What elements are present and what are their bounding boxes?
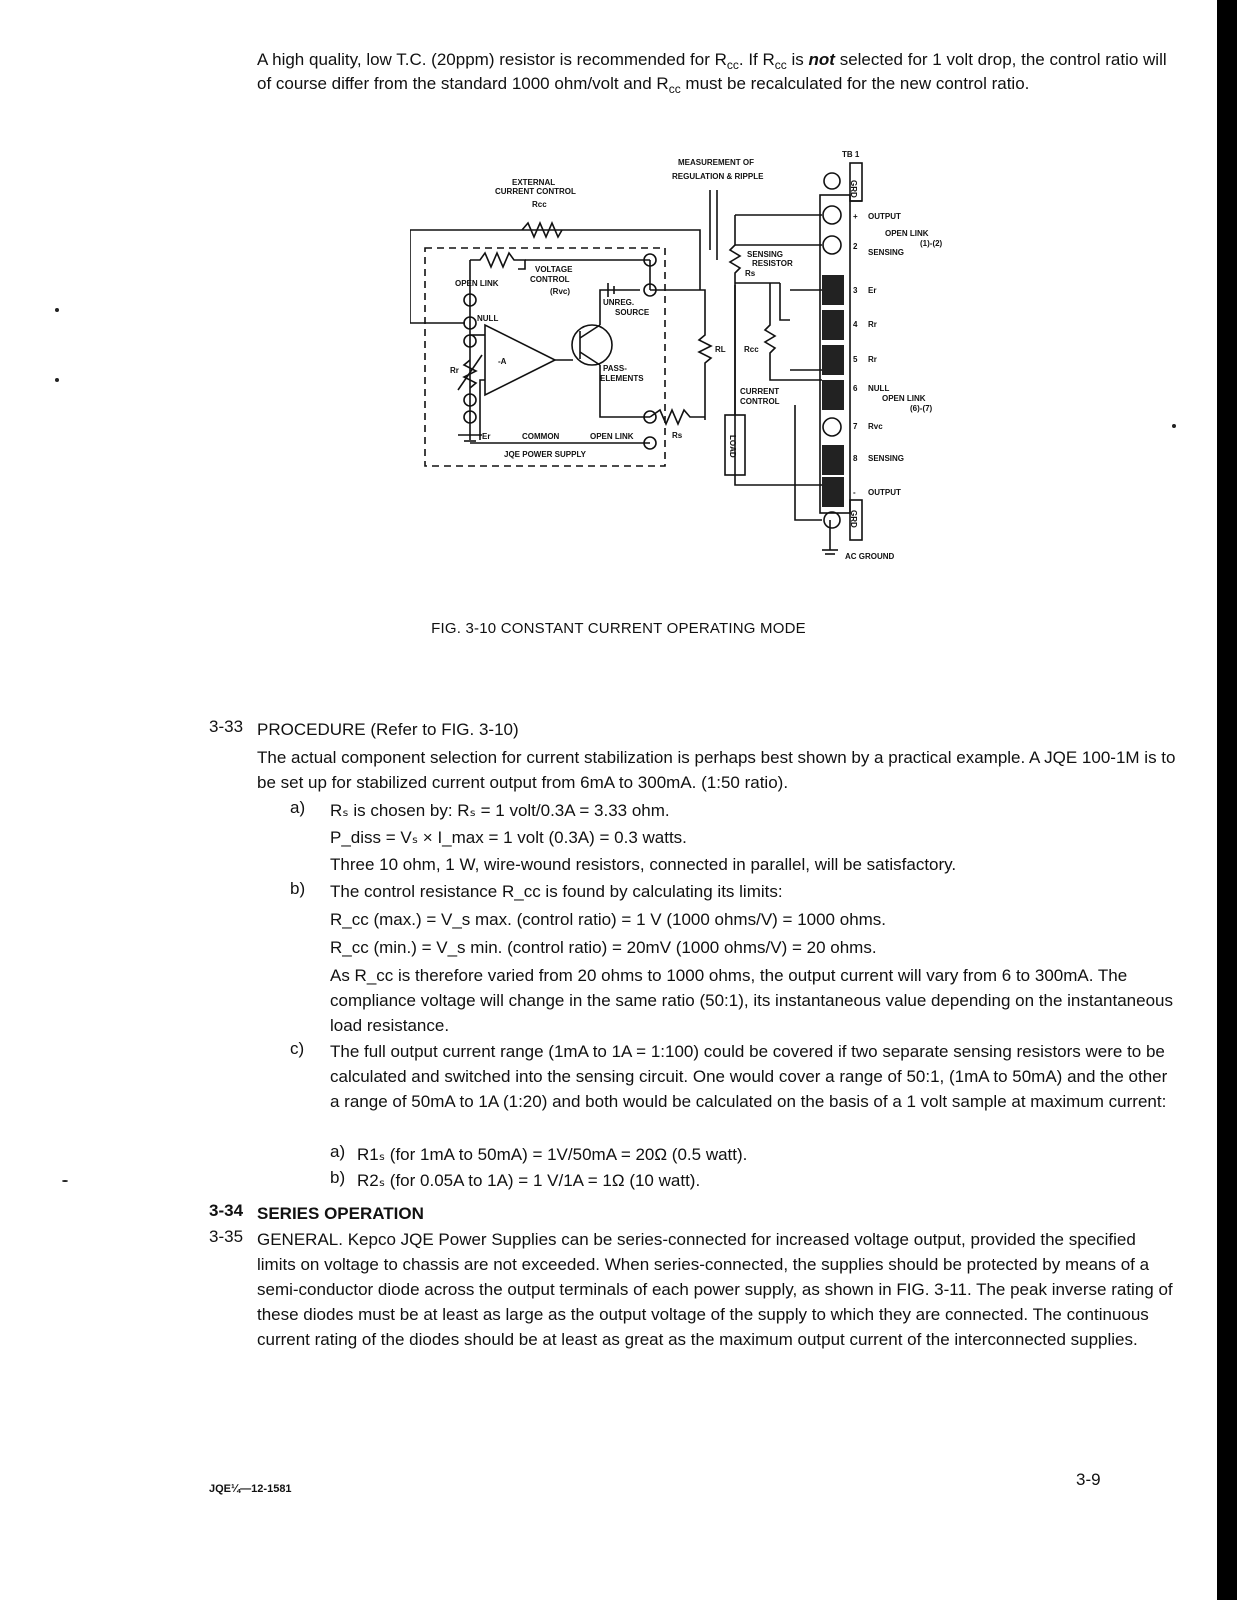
item-b-line-4: As R_cc is therefore varied from 20 ohms to 1000 ohms, the output current will vary from 6 to 300mA. The compliance voltage will change in the same ratio (50:1), its instantaneous value depending on the instantaneous load resistance. — [330, 966, 1173, 1035]
item-a-line-1: Rₛ is chosen by: Rₛ = 1 volt/0.3A = 3.33 ohm. — [330, 801, 670, 820]
label-regulation: REGULATION & RIPPLE — [672, 172, 764, 181]
label-rr-left: Rr — [450, 366, 459, 375]
label-rs-bottom: Rs — [672, 431, 683, 440]
item-b-line-2: R_cc (max.) = V_s max. (control ratio) = 1 V (1000 ohms/V) = 1000 ohms. — [330, 910, 887, 929]
footer-page-number: 3-9 — [1076, 1470, 1101, 1489]
label-voltage: VOLTAGE — [535, 265, 573, 274]
item-cb-label: b) — [330, 1168, 346, 1187]
label-minus-a: -A — [498, 357, 507, 366]
screw-7 — [823, 418, 841, 436]
voltage-control-resistor — [470, 253, 525, 269]
intro-sub-1: cc — [726, 58, 739, 72]
item-cb-line: R2ₛ (for 0.05A to 1A) = 1 V/1A = 1Ω (10 watt). — [357, 1171, 701, 1190]
intro-text-1: A high quality, low T.C. (20ppm) resistor is recommended for R — [257, 50, 727, 69]
item-ca-label: a) — [330, 1142, 346, 1161]
pin-4: 4 — [853, 320, 858, 329]
label-rvc-right: Rvc — [868, 422, 883, 431]
intro-text-3: is — [786, 50, 809, 69]
screw-plus — [823, 206, 841, 224]
pin-plus: + — [853, 212, 858, 221]
item-a-line-2: P_diss = Vₛ × I_max = 1 volt (0.3A) = 0.3 watts. — [330, 828, 687, 847]
label-grd-bottom: GRD — [849, 510, 858, 528]
label-resistor: RESISTOR — [752, 259, 793, 268]
label-load: LOAD — [728, 435, 737, 458]
label-e-r: Er — [868, 286, 877, 295]
section-number-3-34: 3-34 — [209, 1201, 244, 1220]
label-open-link-12: OPEN LINK — [885, 229, 929, 238]
label-pass: PASS- — [603, 364, 627, 373]
screw-4 — [822, 310, 844, 340]
pin-3: 3 — [853, 286, 858, 295]
section-title-procedure: PROCEDURE (Refer to FIG. 3-10) — [257, 720, 519, 739]
scan-edge-bar — [1217, 0, 1237, 1600]
label-open-link-12-pins: (1)-(2) — [920, 239, 943, 248]
label-control-mid: CONTROL — [740, 397, 780, 406]
label-control: CONTROL — [530, 275, 570, 284]
item-b-label: b) — [290, 879, 306, 898]
series-general-paragraph: GENERAL. Kepco JQE Power Supplies can be series-connected for increased voltage output, provided the specified limits on voltage to chassis are not exceeded. When series-connected, the supplies should be protected by means of a semi-conductor diode across the output terminals of each power supply, as shown in FIG. 3-11. The peak inverse rating of these diodes must be at least as large as the output voltage of the supply to which they are connected. The continuous current rating of the diodes should be at least as great as the maximum output current of the interconnected supplies. — [257, 1230, 1173, 1349]
label-tb1: TB 1 — [842, 150, 860, 159]
label-open-link-67-pins: (6)-(7) — [910, 404, 933, 413]
screw-5 — [822, 345, 844, 375]
label-open-link-bottom: OPEN LINK — [590, 432, 634, 441]
section-title-series-operation: SERIES OPERATION — [257, 1204, 424, 1223]
item-c-line-1: The full output current range (1mA to 1A = 1:100) could be covered if two separate sensing resistors were to be calculated and switched into the sensing circuit. One would cover a range of 50:1, (1mA to 50mA) and the other a range of 50mA to 1A (1:20) and both would be calculated on the basis of a 1 volt sample at maximum current: — [330, 1042, 1168, 1111]
label-grd-top: GRD — [849, 180, 858, 198]
label-rvc: (Rvc) — [550, 287, 571, 296]
rl-resistor — [650, 290, 711, 420]
label-measurement: MEASUREMENT OF — [678, 158, 754, 167]
label-current-control: CURRENT CONTROL — [495, 187, 576, 196]
rcc-wiper-wire — [780, 283, 790, 320]
label-unreg: UNREG. — [603, 298, 635, 307]
label-r-r4: Rr — [868, 320, 877, 329]
grd-bottom-screw — [824, 512, 840, 528]
procedure-paragraph: The actual component selection for current stabilization is perhaps best shown by a practical example. A JQE 100-1M is to be set up for stabilized current output from 6mA to 300mA. (1:50 ratio). — [257, 748, 1176, 792]
label-external: EXTERNAL — [512, 178, 556, 187]
pin-2: 2 — [853, 242, 858, 251]
intro-emphasis: not — [808, 50, 835, 69]
intro-text-5: must be recalculated for the new control ratio. — [680, 74, 1030, 93]
pin-7: 7 — [853, 422, 858, 431]
label-jqe: JQE POWER SUPPLY — [504, 450, 586, 459]
screw-6 — [822, 380, 844, 410]
item-a-line-3: Three 10 ohm, 1 W, wire-wound resistors, connected in parallel, will be satisfactory. — [330, 855, 957, 874]
label-r-r5: Rr — [868, 355, 877, 364]
load-return-wire — [735, 283, 822, 485]
terminal-screws — [822, 206, 844, 507]
item-b-line-3: R_cc (min.) = V_s min. (control ratio) = 20mV (1000 ohms/V) = 20 ohms. — [330, 938, 877, 957]
grd-top-screw — [824, 173, 840, 189]
sensing-resistor — [730, 215, 740, 283]
screw-minus — [822, 477, 844, 507]
label-source: SOURCE — [615, 308, 650, 317]
pin-8: 8 — [853, 454, 858, 463]
current-control-rcc — [765, 283, 822, 380]
label-current-mid: CURRENT — [740, 387, 780, 396]
screw-8 — [822, 445, 844, 475]
screw-3 — [822, 275, 844, 305]
rs-bottom-resistor — [650, 410, 705, 424]
intro-text-4: selected for 1 volt drop, the control ratio will of course differ from the standard 1000 ohm/volt and R — [257, 50, 1167, 93]
intro-sub-2: cc — [774, 58, 787, 72]
item-b-line-1: The control resistance R_cc is found by calculating its limits: — [330, 882, 783, 901]
scan-speck-3 — [62, 1180, 68, 1182]
label-sensing-top: SENSING — [868, 248, 905, 257]
item-ca-line: R1ₛ (for 1mA to 50mA) = 1V/50mA = 20Ω (0.5 watt). — [357, 1145, 748, 1164]
label-er-left: Er — [482, 432, 491, 441]
screw-2 — [823, 236, 841, 254]
label-open-link-left: OPEN LINK — [455, 279, 499, 288]
pin-5: 5 — [853, 355, 858, 364]
figure-caption: FIG. 3-10 CONSTANT CURRENT OPERATING MODE — [431, 620, 806, 637]
item-c-label: c) — [290, 1039, 305, 1058]
section-number-3-33: 3-33 — [209, 717, 244, 736]
label-sensing-resistor: SENSING — [747, 250, 784, 259]
scan-speck-4 — [1172, 424, 1176, 428]
pin-minus: - — [853, 488, 856, 497]
label-rs-mid: Rs — [745, 269, 756, 278]
scan-speck-1 — [55, 308, 59, 312]
label-rcc-top: Rcc — [532, 200, 547, 209]
label-elements: ELEMENTS — [600, 374, 644, 383]
intro-text-2: . If R — [738, 50, 775, 69]
label-rl: RL — [715, 345, 726, 354]
item-a-label: a) — [290, 798, 306, 817]
circuit-diagram — [410, 145, 990, 575]
label-null-right: NULL — [868, 384, 890, 393]
pin-6: 6 — [853, 384, 858, 393]
label-output-plus: OUTPUT — [868, 212, 901, 221]
label-output-minus: OUTPUT — [868, 488, 901, 497]
section-number-3-35: 3-35 — [209, 1227, 244, 1246]
chassis-wire — [795, 405, 822, 520]
label-open-link-67: OPEN LINK — [882, 394, 926, 403]
circuit-svg — [410, 145, 990, 575]
label-common: COMMON — [522, 432, 560, 441]
label-null-left: NULL — [477, 314, 499, 323]
intro-paragraph — [257, 48, 1177, 96]
op-amp — [485, 325, 555, 395]
intro-sub-3: cc — [668, 82, 681, 96]
label-rcc-mid: Rcc — [744, 345, 759, 354]
footer-document-code: JQE¼—12-1581 — [209, 1483, 292, 1495]
scan-speck-2 — [55, 378, 59, 382]
label-ac-ground: AC GROUND — [845, 552, 895, 561]
label-sensing-bottom: SENSING — [868, 454, 905, 463]
